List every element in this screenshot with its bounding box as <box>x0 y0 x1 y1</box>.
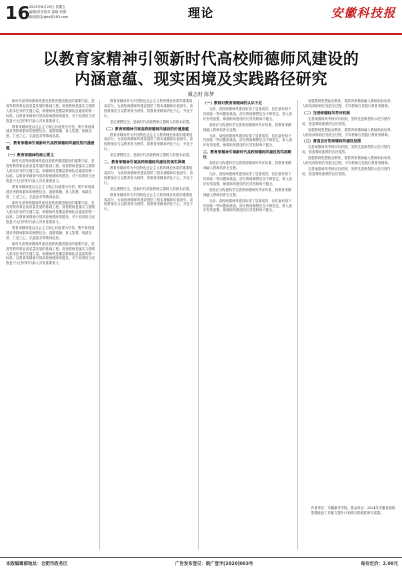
author-note: 作者单位：安徽新华学院。基金项目：2024年安徽省高校思想政治工作能力提升计划项目阶段性研究成果。 <box>311 506 396 515</box>
section-heading: 三、教育家精神引领新时代高校师德师风建设的实践路径 <box>203 150 292 160</box>
paragraph: 新时代高等师德师风建设是教育强国建设的重要内容，是高等教育事业高质量发展的基础工程。高校教师是落实立德树人根本任务的关键力量，师德师风是衡量教师队伍素质的第一标准。以教育家精神引领高校师德师风建设，对于培养担当民族复兴大任的时代新人具有重要意义。 <box>6 99 96 123</box>
page-header <box>0 0 402 36</box>
footer-price: 每份定价：2.00元 <box>360 562 398 567</box>
paragraph: 教育家精神是以社会主义核心价值观为引领，集中体现我国优秀教师群体的理想信念、道德情操、育人智慧、躬耕态度、仁爱之心、弘道追求等精神品质。 <box>6 184 95 199</box>
paragraph: 教育家精神是以社会主义核心价值观为引领，集中体现我国优秀教师群体的理想信念、道德情操、育人智慧、躬耕态度、仁爱之心、弘道追求等精神品质。 <box>6 124 95 139</box>
paragraph: 当前，高校师德师风建设取得了显著成效，但在新形势下仍面临一些问题和挑战。部分教师理想信念不够坚定，育人意识有待加强，师德师风建设的长效机制尚不健全。 <box>203 198 293 213</box>
editor-line: 编辑/责任校对 邵晓 刘倩 <box>29 10 67 14</box>
paragraph: 教育家精神是以社会主义核心价值观为引领，集中体现我国优秀教师群体的理想信念、道德情操、育人智慧、躬耕态度、仁爱之心、弘道追求等精神品质。 <box>6 226 95 240</box>
article-column-3 <box>203 99 293 552</box>
paragraph: 加强教师思想政治教育，将教育家精神融入教师职前培养、入职培训和职后发展全过程，引导教师自觉践行教育家精神。 <box>302 99 394 108</box>
subsection-heading: （一）教师对教育家精神的认识不足 <box>203 101 262 105</box>
section-heading: 二、教育家精神引领高校师德师风建设的现实困境 <box>104 160 186 165</box>
issue-date: 2025年6月20日 星期五 <box>29 5 66 9</box>
section-heading: 一、教育家精神引领新时代高校师德师风建设的内涵意蕴 <box>6 141 95 151</box>
paragraph: 当前，高校师德师风建设取得了显著成效，但在新形势下仍面临一些问题和挑战。部分教师理想信念不够坚定，育人意识有待加强，师德师风建设的长效机制尚不健全。 <box>203 172 293 186</box>
article-column-4 <box>302 99 396 501</box>
paragraph: 新时代高等师德师风建设是教育强国建设的重要内容，是高等教育事业高质量发展的基础工程。高校教师是落实立德树人根本任务的关键力量，师德师风是衡量教师队伍素质的第一标准。以教育家精神引领高校师德师风建设，对于培养担当民族复兴大任的时代新人具有重要意义。 <box>6 200 96 225</box>
paragraph: 完善师德师风考核评价机制，发挥先进典型的示范引领作用，营造尊师重教的良好氛围。 <box>302 145 391 155</box>
paragraph: 教育家精神作为中国特色社会主义教育理论体系的重要组成部分，为高校师德师风建设提供了根本遵循和价值指引。高校教师应当以教育家为榜样，将教育家精神内化于心、外化于行。 <box>104 132 194 152</box>
paragraph: 坚定理想信念，是新时代高校教师立德树人的根本前提。 <box>110 186 193 191</box>
paragraph: 加强教师思想政治教育，将教育家精神融入教师职前培养、入职培训和职后发展全过程，引导教师自觉践行教育家精神。 <box>302 156 394 166</box>
column-divider <box>297 100 298 550</box>
header-rule <box>0 33 402 35</box>
paragraph: 新时代高等师德师风建设是教育强国建设的重要内容，是高等教育事业高质量发展的基础工程。高校教师是落实立德树人根本任务的关键力量，师德师风是衡量教师队伍素质的第一标准。以教育家精神引领高校师德师风建设，对于培养担当民族复兴大任的时代新人具有重要意义。 <box>6 241 96 266</box>
article-column-1 <box>6 99 96 552</box>
paragraph: 当前，高校师德师风建设取得了显著成效，但在新形势下仍面临一些问题和挑战。部分教师理想信念不够坚定，育人意识有待加强，师德师风建设的长效机制尚不健全。 <box>203 107 293 121</box>
paragraph: 教育家精神作为中国特色社会主义教育理论体系的重要组成部分，为高校师德师风建设提供了根本遵循和价值指引。高校教师应当以教育家为榜样，将教育家精神内化于心、外化于行。 <box>104 166 194 185</box>
paragraph: 高校应当构建科学完善的师德师风考评体系，将教育家精神融入教师培养全过程。 <box>203 161 292 171</box>
footer-ad-license: 广告发布登记：皖广登字[2020]003号 <box>175 562 254 567</box>
paragraph: 坚定理想信念，是新时代高校教师立德树人的根本前提。 <box>110 119 193 124</box>
column-divider <box>99 100 100 550</box>
subsection-heading: （二）教育家精神引领高校师德师风建设的价值意蕴 <box>104 126 189 131</box>
article-column-2 <box>104 99 194 552</box>
paragraph: 坚定理想信念，是新时代高校教师立德树人的根本前提。 <box>110 153 193 158</box>
paragraph: 加强教师思想政治教育，将教育家精神融入教师职前培养、入职培训和职后发展全过程，引导教师自觉践行教育家精神。 <box>302 127 394 137</box>
footer-address: 本版编辑部地址：合肥市政务区 <box>6 562 68 567</box>
subsection-heading: （二）完善师德师风考评机制 <box>302 110 350 115</box>
paragraph: 完善师德师风考核评价机制，发挥先进典型的示范引领作用，营造尊师重教的良好氛围。 <box>302 167 391 176</box>
paragraph: 新时代高等师德师风建设是教育强国建设的重要内容，是高等教育事业高质量发展的基础工程。高校教师是落实立德树人根本任务的关键力量，师德师风是衡量教师队伍素质的第一标准。以教育家精神引领高校师德师风建设，对于培养担当民族复兴大任的时代新人具有重要意义。 <box>6 159 96 183</box>
footer-rule <box>0 557 402 558</box>
newspaper-masthead: 安徽科技报 <box>330 6 396 20</box>
paragraph: 教育家精神作为中国特色社会主义教育理论体系的重要组成部分，为高校师德师风建设提供了根本遵循和价值指引。高校教师应当以教育家为榜样，将教育家精神内化于心、外化于行。 <box>104 192 194 212</box>
column-divider <box>198 100 199 550</box>
section-title: 理论 <box>188 6 215 20</box>
article-title-line1: 以教育家精神引领新时代高校师德师风建设的 <box>42 49 359 68</box>
page-footer <box>6 561 398 567</box>
paragraph: 教育家精神作为中国特色社会主义教育理论体系的重要组成部分，为高校师德师风建设提供了根本遵循和价值指引。高校教师应当以教育家为榜样，将教育家精神内化于心、外化于行。 <box>104 99 194 118</box>
page-number: 16 <box>5 3 31 24</box>
subsection-heading: （三）营造良好的师德师风建设氛围 <box>302 139 361 144</box>
paragraph: 高校应当构建科学完善的师德师风考评体系，将教育家精神融入教师培养全过程。 <box>203 122 292 132</box>
paragraph: 高校应当构建科学完善的师德师风考评体系，将教育家精神融入教师培养全过程。 <box>203 187 292 197</box>
paragraph: 完善师德师风考核评价机制，发挥先进典型的示范引领作用，营造尊师重教的良好氛围。 <box>302 116 391 126</box>
paragraph: 当前，高校师德师风建设取得了显著成效，但在新形势下仍面临一些问题和挑战。部分教师理想信念不够坚定，育人意识有待加强，师德师风建设的长效机制尚不健全。 <box>203 133 293 148</box>
article-author: 戴志财 陈梦 <box>187 92 215 98</box>
subsection-heading: （一）教育家精神的核心要义 <box>6 153 54 158</box>
email-line: 新闻热线/gbx@163.com <box>29 15 69 19</box>
issue-meta <box>29 5 68 20</box>
article-title-line2: 内涵意蕴、现实困境及实践路径研究 <box>74 69 328 88</box>
